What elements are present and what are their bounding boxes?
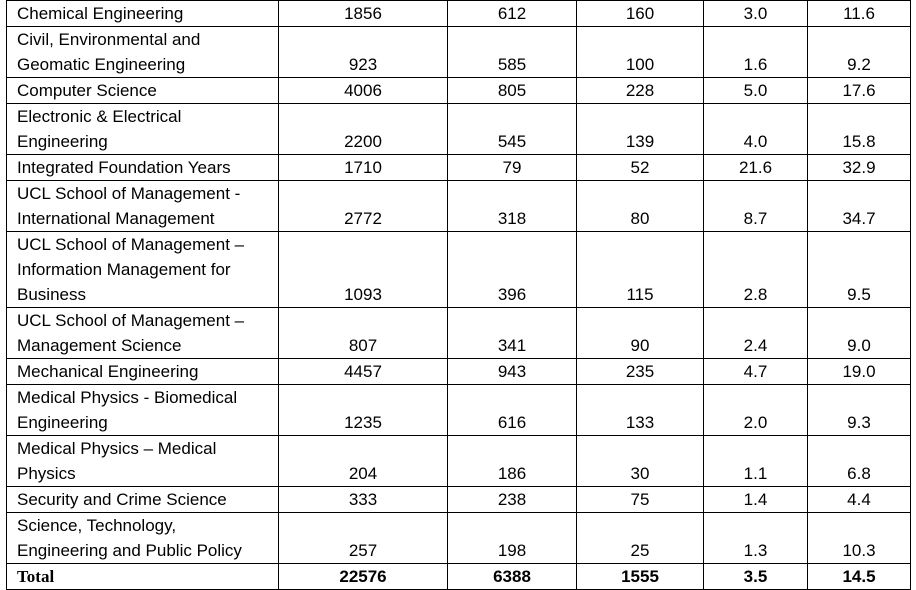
value-cell: 1.1 <box>704 436 808 487</box>
value-cell: 204 <box>279 436 448 487</box>
value-cell: 4457 <box>279 359 448 385</box>
value-cell: 341 <box>448 308 577 359</box>
department-name-cell <box>7 513 279 564</box>
value-cell: 923 <box>279 27 448 78</box>
value-cell: 90 <box>577 308 704 359</box>
value-cell: 2.8 <box>704 232 808 308</box>
table-row <box>7 27 911 78</box>
value-cell: 80 <box>577 181 704 232</box>
department-name-line: UCL School of Management – <box>17 235 245 254</box>
department-name-line: Business <box>17 285 86 304</box>
department-name-cell <box>7 308 279 359</box>
department-name-line: Civil, Environmental and <box>17 30 201 49</box>
department-name-line: Medical Physics – Medical <box>17 439 217 458</box>
value-cell: 1093 <box>279 232 448 308</box>
value-cell: 198 <box>448 513 577 564</box>
department-name-cell <box>7 155 279 181</box>
department-name-line: Information Management for <box>17 260 231 279</box>
department-name-cell <box>7 27 279 78</box>
department-name-cell <box>7 78 279 104</box>
value-cell: 25 <box>577 513 704 564</box>
value-cell: 235 <box>577 359 704 385</box>
total-value-cell: 6388 <box>448 564 577 590</box>
table-row <box>7 78 911 104</box>
table-row <box>7 359 911 385</box>
value-cell: 17.6 <box>808 78 911 104</box>
value-cell: 1.3 <box>704 513 808 564</box>
value-cell: 19.0 <box>808 359 911 385</box>
department-name-cell <box>7 104 279 155</box>
table-row <box>7 104 911 155</box>
value-cell: 2772 <box>279 181 448 232</box>
value-cell: 943 <box>448 359 577 385</box>
department-name-line: Medical Physics - Biomedical <box>17 388 238 407</box>
value-cell: 333 <box>279 487 448 513</box>
value-cell: 4006 <box>279 78 448 104</box>
department-name-line: Chemical Engineering <box>17 4 184 23</box>
value-cell: 10.3 <box>808 513 911 564</box>
table-row <box>7 181 911 232</box>
value-cell: 79 <box>448 155 577 181</box>
department-name-cell <box>7 487 279 513</box>
value-cell: 52 <box>577 155 704 181</box>
value-cell: 1710 <box>279 155 448 181</box>
table-row <box>7 487 911 513</box>
department-name-line: Geomatic Engineering <box>17 55 186 74</box>
value-cell: 4.0 <box>704 104 808 155</box>
department-name-line: Physics <box>17 464 76 483</box>
value-cell: 396 <box>448 232 577 308</box>
department-name-cell <box>7 385 279 436</box>
value-cell: 115 <box>577 232 704 308</box>
department-name-line: Integrated Foundation Years <box>17 158 231 177</box>
table-row <box>7 1 911 27</box>
value-cell: 11.6 <box>808 1 911 27</box>
department-name-cell <box>7 436 279 487</box>
value-cell: 1.4 <box>704 487 808 513</box>
value-cell: 2.0 <box>704 385 808 436</box>
department-name-line: Engineering <box>17 413 108 432</box>
value-cell: 616 <box>448 385 577 436</box>
department-name-line: Management Science <box>17 336 182 355</box>
value-cell: 5.0 <box>704 78 808 104</box>
value-cell: 160 <box>577 1 704 27</box>
value-cell: 612 <box>448 1 577 27</box>
table-row <box>7 155 911 181</box>
value-cell: 34.7 <box>808 181 911 232</box>
value-cell: 1235 <box>279 385 448 436</box>
total-value-cell: 14.5 <box>808 564 911 590</box>
value-cell: 75 <box>577 487 704 513</box>
value-cell: 133 <box>577 385 704 436</box>
department-name-line: Engineering <box>17 132 108 151</box>
department-name-line: UCL School of Management - <box>17 184 241 203</box>
department-name-line: Computer Science <box>17 81 157 100</box>
table-row <box>7 232 911 308</box>
value-cell: 9.0 <box>808 308 911 359</box>
department-name-line: Mechanical Engineering <box>17 362 199 381</box>
table-row <box>7 436 911 487</box>
department-name-line: Science, Technology, <box>17 516 177 535</box>
value-cell: 805 <box>448 78 577 104</box>
total-value-cell: 1555 <box>577 564 704 590</box>
value-cell: 4.4 <box>808 487 911 513</box>
value-cell: 2.4 <box>704 308 808 359</box>
table-row <box>7 385 911 436</box>
department-name-cell <box>7 1 279 27</box>
value-cell: 585 <box>448 27 577 78</box>
table-body <box>7 1 911 590</box>
department-name-cell <box>7 359 279 385</box>
department-name-line: Electronic & Electrical <box>17 107 182 126</box>
value-cell: 238 <box>448 487 577 513</box>
department-name-cell <box>7 181 279 232</box>
table-row <box>7 308 911 359</box>
value-cell: 2200 <box>279 104 448 155</box>
value-cell: 21.6 <box>704 155 808 181</box>
value-cell: 228 <box>577 78 704 104</box>
total-value-cell: 22576 <box>279 564 448 590</box>
value-cell: 257 <box>279 513 448 564</box>
department-name-line: UCL School of Management – <box>17 311 245 330</box>
value-cell: 1856 <box>279 1 448 27</box>
value-cell: 100 <box>577 27 704 78</box>
value-cell: 9.2 <box>808 27 911 78</box>
data-table <box>6 0 911 590</box>
value-cell: 6.8 <box>808 436 911 487</box>
value-cell: 1.6 <box>704 27 808 78</box>
total-row <box>7 564 911 590</box>
value-cell: 8.7 <box>704 181 808 232</box>
value-cell: 3.0 <box>704 1 808 27</box>
value-cell: 545 <box>448 104 577 155</box>
value-cell: 4.7 <box>704 359 808 385</box>
value-cell: 9.5 <box>808 232 911 308</box>
value-cell: 807 <box>279 308 448 359</box>
total-value-cell: 3.5 <box>704 564 808 590</box>
table-row <box>7 513 911 564</box>
total-label: Total <box>7 564 279 590</box>
department-name-line: International Management <box>17 209 215 228</box>
department-name-cell <box>7 232 279 308</box>
value-cell: 9.3 <box>808 385 911 436</box>
value-cell: 15.8 <box>808 104 911 155</box>
value-cell: 139 <box>577 104 704 155</box>
value-cell: 30 <box>577 436 704 487</box>
department-name-line: Engineering and Public Policy <box>17 541 242 560</box>
value-cell: 32.9 <box>808 155 911 181</box>
value-cell: 186 <box>448 436 577 487</box>
value-cell: 318 <box>448 181 577 232</box>
department-name-line: Security and Crime Science <box>17 490 227 509</box>
